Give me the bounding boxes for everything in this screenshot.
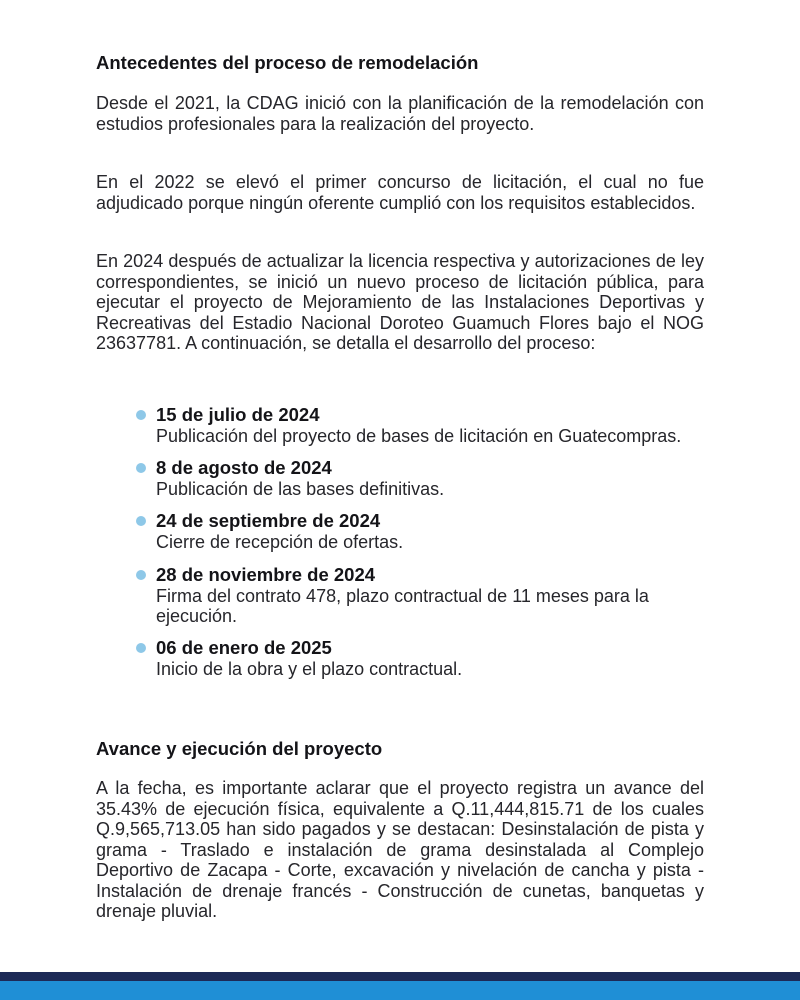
bullet-dot-icon bbox=[136, 570, 146, 580]
timeline-date: 24 de septiembre de 2024 bbox=[156, 510, 381, 531]
timeline-date: 06 de enero de 2025 bbox=[156, 636, 332, 658]
timeline-description: Firma del contrato 478, plazo contractual de 11 meses para la ejecución. bbox=[156, 585, 649, 626]
section-title-avance: Avance y ejecución del proyecto bbox=[96, 738, 383, 759]
process-timeline bbox=[136, 404, 696, 679]
paragraph-2024: En 2024 después de actualizar la licencia respectiva y autorizaciones de ley correspondientes, se inició un nuevo proceso de licitación pública, para ejecutar el proyecto de Mejoramiento de las Instalaciones Deportivas y Recreativas del Estadio Nacional Doroteo Guamuch Flores bajo el NOG 23637781. A continuación, se detalla el desarrollo del proceso: bbox=[96, 251, 704, 353]
bullet-dot-icon bbox=[136, 463, 146, 473]
timeline-item bbox=[136, 457, 696, 500]
bullet-dot-icon bbox=[136, 643, 146, 653]
timeline-item bbox=[136, 564, 696, 627]
section-title-antecedentes: Antecedentes del proceso de remodelación bbox=[96, 52, 479, 73]
timeline-date: 28 de noviembre de 2024 bbox=[156, 563, 376, 585]
paragraph-avance: A la fecha, es importante aclarar que el proyecto registra un avance del 35.43% de ejecución física, equivalente a Q.11,444,815.71 de los cuales Q.9,565,713.05 han sido pagados y se destacan: Desinstalación de pista y grama - Traslado e instalación de grama desinstalada al Complejo Deportivo de Zacapa - Corte, excavación y nivelación de cancha y pista - Instalación de drenaje francés - Construcción de cunetas, banquetas y drenaje pluvial. bbox=[96, 778, 704, 921]
paragraph-2022: En el 2022 se elevó el primer concurso de licitación, el cual no fue adjudicado porque ningún oferente cumplió con los requisitos establecidos. bbox=[96, 172, 704, 213]
timeline-item bbox=[136, 510, 696, 553]
footer-stripe-light bbox=[0, 981, 800, 1000]
paragraph-2021: Desde el 2021, la CDAG inició con la planificación de la remodelación con estudios profesionales para la realización del proyecto. bbox=[96, 93, 704, 134]
timeline-description: Inicio de la obra y el plazo contractual. bbox=[156, 658, 463, 679]
bullet-dot-icon bbox=[136, 516, 146, 526]
timeline-date: 8 de agosto de 2024 bbox=[156, 456, 332, 478]
timeline-item bbox=[136, 637, 696, 680]
footer-bar bbox=[0, 972, 800, 1000]
timeline-description: Publicación de las bases definitivas. bbox=[156, 478, 445, 499]
bullet-dot-icon bbox=[136, 410, 146, 420]
footer-stripe-dark bbox=[0, 972, 800, 981]
timeline-description: Cierre de recepción de ofertas. bbox=[156, 532, 404, 552]
timeline-item bbox=[136, 404, 696, 447]
timeline-date: 15 de julio de 2024 bbox=[156, 404, 320, 425]
timeline-description: Publicación del proyecto de bases de licitación en Guatecompras. bbox=[156, 426, 682, 446]
